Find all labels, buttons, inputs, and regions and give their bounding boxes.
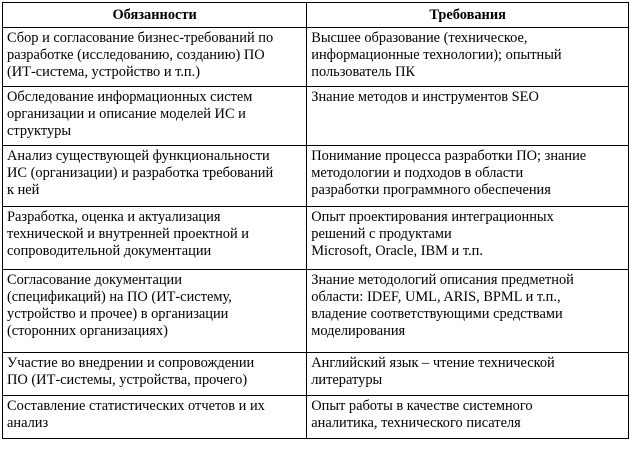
duties-requirements-table	[2, 2, 629, 439]
table-row	[3, 28, 629, 87]
duty-cell: Анализ существующей функциональности ИС (организации) и разработка требований к ней	[3, 146, 307, 207]
requirement-cell: Опыт проектирования интеграционных решений с продуктами Microsoft, Oracle, IBM и т.п.	[307, 207, 629, 270]
header-row	[3, 3, 629, 28]
header-requirements: Требования	[307, 3, 629, 28]
duty-cell: Разработка, оценка и актуализация технической и внутренней проектной и сопроводительной документации	[3, 207, 307, 270]
header-duties: Обязанности	[3, 3, 307, 28]
requirement-cell: Знание методологий описания предметной области: IDEF, UML, ARIS, BPML и т.п., владение соответствующими средствами моделирования	[307, 270, 629, 353]
table-row	[3, 270, 629, 353]
duty-cell: Составление статистических отчетов и их анализ	[3, 396, 307, 439]
duty-cell: Обследование информационных систем организации и описание моделей ИС и структуры	[3, 87, 307, 146]
table-row	[3, 353, 629, 396]
duty-cell: Согласование документации (спецификаций) на ПО (ИТ-систему, устройство и прочее) в организации (сторонних организациях)	[3, 270, 307, 353]
requirement-cell: Знание методов и инструментов SEO	[307, 87, 629, 146]
requirement-cell: Опыт работы в качестве системного аналитика, технического писателя	[307, 396, 629, 439]
table-row	[3, 207, 629, 270]
requirement-cell: Понимание процесса разработки ПО; знание методологии и подходов в области разработки программного обеспечения	[307, 146, 629, 207]
requirement-cell: Английский язык – чтение технической литературы	[307, 353, 629, 396]
duty-cell: Участие во внедрении и сопровождении ПО (ИТ-системы, устройства, прочего)	[3, 353, 307, 396]
table-row	[3, 146, 629, 207]
table-row	[3, 87, 629, 146]
duty-cell: Сбор и согласование бизнес-требований по разработке (исследованию, созданию) ПО (ИТ-система, устройство и т.п.)	[3, 28, 307, 87]
requirement-cell: Высшее образование (техническое, информационные технологии); опытный пользователь ПК	[307, 28, 629, 87]
table-row	[3, 396, 629, 439]
